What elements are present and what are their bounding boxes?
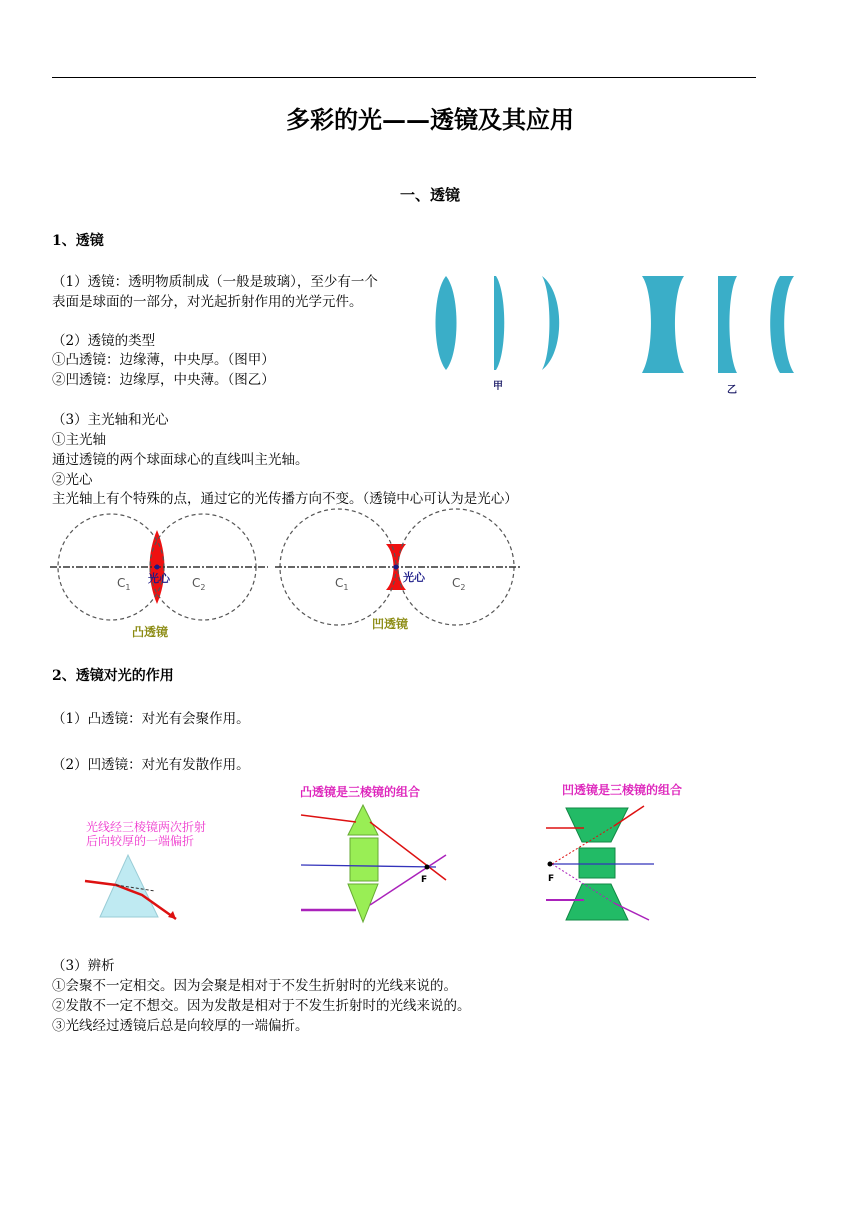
paragraph-axis-head: （3）主光轴和光心 <box>52 412 169 428</box>
concave-caption: 凹透镜 <box>372 617 409 631</box>
plano-concave-lens <box>718 276 737 373</box>
focus-point <box>425 865 430 870</box>
svg-text:C2 <box>452 576 465 592</box>
section-heading-lens: 一、透镜 <box>399 186 460 204</box>
prism-caption-2: 后向较厚的一端偏折 <box>86 834 195 848</box>
paragraph-axis: ①主光轴 <box>52 432 106 448</box>
convex-axis-diagram <box>50 514 268 639</box>
label-jia: 甲 <box>493 381 503 392</box>
paragraph-lens-def-1: （1）透镜：透明物质制成（一般是玻璃），至少有一个 <box>52 274 378 290</box>
paragraph-concave-effect: （2）凹透镜：对光有发散作用。 <box>52 757 250 773</box>
biconcave-lens <box>642 276 684 373</box>
c2-sub: 2 <box>200 583 206 592</box>
concave-axis-diagram <box>275 509 520 631</box>
paragraph-convex: ①凸透镜：边缘薄，中央厚。（图甲） <box>52 352 275 368</box>
meniscus-concave-lens <box>770 276 794 373</box>
block-middle <box>350 838 378 881</box>
plano-convex-lens <box>494 276 504 370</box>
label-yi: 乙 <box>727 385 737 396</box>
prism-bottom-concave <box>566 884 628 920</box>
paragraph-axis-text: 通过透镜的两个球面球心的直线叫主光轴。 <box>52 452 309 468</box>
concave-lens-group <box>642 276 794 396</box>
subheading-lens-effect: 2、透镜对光的作用 <box>52 668 174 684</box>
optical-center-dot <box>155 565 160 570</box>
paragraph-center: ②光心 <box>52 472 93 488</box>
prism-shape <box>100 855 158 917</box>
subheading-lens: 1、透镜 <box>52 233 104 249</box>
paragraph-analysis-b: ②发散不一定不想交。因为发散是相对于不发生折射时的光线来说的。 <box>52 998 471 1014</box>
focus-point-concave <box>548 862 553 867</box>
prism-caption-1: 光线经三棱镜两次折射 <box>86 820 207 834</box>
convex-caption: 凸透镜 <box>132 625 169 639</box>
lens-types-figure <box>425 268 805 398</box>
convex-lens-group <box>436 276 560 392</box>
optical-center-dot-concave <box>394 565 399 570</box>
convex-combo-figure <box>296 780 466 930</box>
optical-center-label-concave: 光心 <box>403 571 425 584</box>
meniscus-convex-lens <box>542 276 559 370</box>
paragraph-analysis-c: ③光线经过透镜后总是向较厚的一端偏折。 <box>52 1018 309 1034</box>
prism-figure <box>80 815 280 925</box>
ray-top-out <box>370 822 446 880</box>
focus-label-concave: F <box>548 874 555 884</box>
concave-combo-figure <box>544 778 714 928</box>
svg-text:C2 <box>192 576 205 592</box>
convex-combo-caption: 凸透镜是三棱镜的组合 <box>300 785 421 799</box>
paragraph-lens-types: （2）透镜的类型 <box>52 333 156 349</box>
biconvex-lens <box>436 276 457 370</box>
paragraph-convex-effect: （1）凸透镜：对光有会聚作用。 <box>52 711 250 727</box>
concave-combo-caption: 凹透镜是三棱镜的组合 <box>562 783 683 797</box>
paragraph-lens-def-2: 表面是球面的一部分，对光起折射作用的光学元件。 <box>52 294 363 310</box>
focus-label: F <box>421 875 428 885</box>
paragraph-center-text: 主光轴上有个特殊的点，通过它的光传播方向不变。（透镜中心可认为是光心） <box>52 491 518 507</box>
svg-text:C1 <box>335 576 348 592</box>
header-rule <box>52 77 756 78</box>
ray-top-in <box>301 815 356 822</box>
c2-label: C <box>192 576 201 590</box>
c2-label-concave: C <box>452 576 461 590</box>
page-title: 多彩的光——透镜及其应用 <box>286 105 574 134</box>
ray-bottom-out <box>370 855 446 905</box>
prism-top <box>348 805 378 835</box>
c1-sub-concave: 1 <box>343 583 349 592</box>
c1-sub: 1 <box>125 583 131 592</box>
paragraph-analysis-a: ①会聚不一定相交。因为会聚是相对于不发生折射时的光线来说的。 <box>52 978 457 994</box>
block-middle-concave <box>579 848 615 878</box>
paragraph-concave: ②凹透镜：边缘厚，中央薄。（图乙） <box>52 372 275 388</box>
c2-sub-concave: 2 <box>460 583 466 592</box>
optical-center-label: 光心 <box>148 572 170 585</box>
c1-label-concave: C <box>335 576 344 590</box>
c1-label: C <box>117 576 126 590</box>
paragraph-analysis-head: （3）辨析 <box>52 958 115 974</box>
svg-text:C1 <box>117 576 130 592</box>
optical-axis-figure <box>50 510 530 645</box>
